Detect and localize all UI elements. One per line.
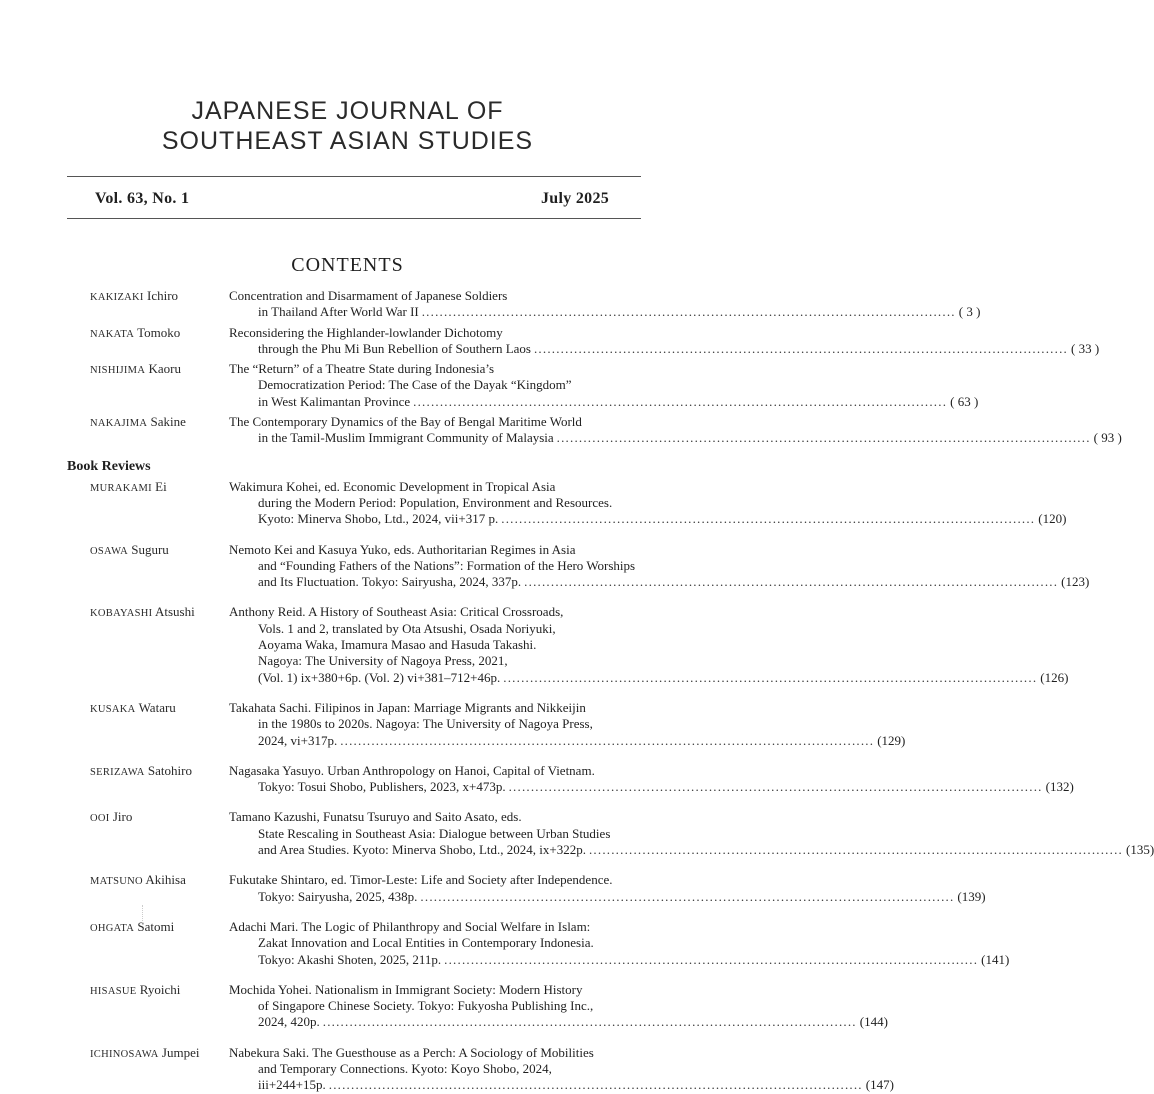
dot-leader: ........................................................................................................................ <box>556 430 1091 446</box>
entry-title <box>229 699 906 749</box>
entry-title-line: iii+244+15p. <box>258 1077 326 1093</box>
author-given-name: Tomoko <box>137 324 181 340</box>
author-family-name: OSAWA <box>90 545 128 557</box>
entry-title-line: and Temporary Connections. Kyoto: Koyo Shobo, 2024, <box>258 1060 552 1076</box>
book-review-entry <box>0 604 1069 685</box>
entry-title-line: Tokyo: Sairyusha, 2025, 438p. <box>258 888 418 904</box>
dot-leader: ........................................................................................................................ <box>533 340 1068 356</box>
entry-title <box>229 604 1069 685</box>
page-number: (135) <box>1125 842 1154 858</box>
book-review-entry <box>0 541 1090 591</box>
entry-author <box>90 982 180 1000</box>
author-family-name: HISASUE <box>90 985 137 997</box>
dot-leader: ........................................................................................................................ <box>420 888 955 904</box>
entry-title-line: Nabekura Saki. The Guesthouse as a Perch: A Sociology of Mobilities <box>229 1044 594 1060</box>
entry-title-line: in the Tamil-Muslim Immigrant Community of Malaysia <box>258 430 554 446</box>
page-number: ( 3 ) <box>958 304 981 320</box>
book-review-entry <box>0 762 1074 796</box>
entry-title-line: The “Return” of a Theatre State during Indonesia’s <box>229 361 495 377</box>
dot-leader: ........................................................................................................................ <box>501 511 1036 527</box>
entry-title-line: Aoyama Waka, Imamura Masao and Hasuda Takashi. <box>258 637 537 653</box>
book-review-entry <box>0 918 1010 968</box>
entry-author <box>90 809 132 827</box>
book-reviews-list <box>0 478 1154 1094</box>
entry-title <box>229 762 1074 796</box>
article-entry <box>0 324 1100 358</box>
entry-title-line: Anthony Reid. A History of Southeast Asia: Critical Crossroads, <box>229 604 564 620</box>
author-family-name: MATSUNO <box>90 876 143 888</box>
entry-title-line: Mochida Yohei. Nationalism in Immigrant Society: Modern History <box>229 981 583 997</box>
entry-title-line: Tokyo: Tosui Shobo, Publishers, 2023, x+473p. <box>258 779 506 795</box>
page-number: (126) <box>1040 669 1069 685</box>
author-family-name: MURAKAMI <box>90 482 152 494</box>
book-review-entry <box>0 872 986 905</box>
entry-title <box>229 324 1100 358</box>
entry-title-line: and Its Fluctuation. Tokyo: Sairyusha, 2024, 337p. <box>258 574 522 590</box>
author-family-name: KUSAKA <box>90 703 136 715</box>
article-entry <box>0 414 1122 447</box>
author-given-name: Suguru <box>131 541 169 557</box>
entry-title-line: Concentration and Disarmament of Japanese Soldiers <box>229 288 508 303</box>
author-given-name: Satohiro <box>147 762 192 778</box>
articles-list <box>0 288 1122 451</box>
entry-title-line: Zakat Innovation and Local Entities in Contemporary Indonesia. <box>258 935 594 951</box>
entry-author <box>90 700 176 718</box>
entry-title <box>229 1044 894 1094</box>
page-number: (129) <box>877 732 906 748</box>
dot-leader: ........................................................................................................................ <box>503 669 1038 685</box>
article-entry <box>0 288 981 321</box>
entry-title-line: in West Kalimantan Province <box>258 393 411 409</box>
dot-leader: ........................................................................................................................ <box>524 574 1059 590</box>
entry-title-line: Nagasaka Yasuyo. Urban Anthropology on Hanoi, Capital of Vietnam. <box>229 762 595 778</box>
author-family-name: OOI <box>90 813 110 825</box>
journal-title <box>0 96 695 156</box>
entry-title-line: 2024, 420p. <box>258 1014 320 1030</box>
entry-title <box>229 541 1090 591</box>
page-number: (139) <box>957 888 986 904</box>
author-family-name: OHGATA <box>90 922 135 934</box>
dot-leader: ........................................................................................................................ <box>413 393 948 409</box>
entry-author <box>90 919 174 937</box>
author-family-name: KOBAYASHI <box>90 608 153 620</box>
entry-author <box>90 872 186 890</box>
entry-author <box>90 1045 199 1063</box>
book-review-entry <box>0 981 888 1031</box>
author-given-name: Akihisa <box>145 872 186 888</box>
entry-title <box>229 809 1154 858</box>
book-reviews-heading: Book Reviews <box>67 458 151 474</box>
entry-author <box>90 542 169 560</box>
book-review-entry <box>0 1044 894 1094</box>
entry-title-line: Tokyo: Akashi Shoten, 2025, 211p. <box>258 951 442 967</box>
entry-title-line: Wakimura Kohei, ed. Economic Development in Tropical Asia <box>229 478 556 494</box>
page-number: ( 33 ) <box>1070 340 1100 356</box>
article-entry <box>0 361 979 410</box>
entry-title-line: Takahata Sachi. Filipinos in Japan: Marriage Migrants and Nikkeijin <box>229 699 586 715</box>
entry-title-line: during the Modern Period: Population, Environment and Resources. <box>258 494 613 510</box>
author-family-name: ICHINOSAWA <box>90 1048 159 1060</box>
page-number: (147) <box>865 1077 894 1093</box>
page-number: (123) <box>1061 574 1090 590</box>
volume-number: Vol. 63, No. 1 <box>95 190 190 207</box>
book-review-entry <box>0 809 1154 858</box>
author-family-name: NAKATA <box>90 328 135 340</box>
author-given-name: Ichiro <box>146 288 179 303</box>
author-given-name: Kaoru <box>148 361 181 377</box>
entry-title-line: and Area Studies. Kyoto: Minerva Shobo, Ltd., 2024, ix+322p. <box>258 842 586 858</box>
entry-title-line: (Vol. 1) ix+380+6p. (Vol. 2) vi+381–712+46p. <box>258 669 501 685</box>
author-family-name: SERIZAWA <box>90 766 145 778</box>
entry-author <box>90 288 178 306</box>
entry-title <box>229 872 986 905</box>
dot-leader: ........................................................................................................................ <box>328 1077 863 1093</box>
entry-title-line: of Singapore Chinese Society. Tokyo: Fukyosha Publishing Inc., <box>258 998 594 1014</box>
book-review-entry <box>0 478 1067 528</box>
dot-leader: ........................................................................................................................ <box>444 951 979 967</box>
dot-leader: ........................................................................................................................ <box>588 842 1123 858</box>
entry-title-line: Adachi Mari. The Logic of Philanthropy and Social Welfare in Islam: <box>229 918 591 934</box>
paper-speck <box>142 905 144 925</box>
entry-title-line: Tamano Kazushi, Funatsu Tsuruyo and Saito Asato, eds. <box>229 809 522 825</box>
page-number: (120) <box>1038 511 1067 527</box>
entry-title-line: in the 1980s to 2020s. Nagoya: The University of Nagoya Press, <box>258 716 593 732</box>
page-number: (141) <box>981 951 1010 967</box>
contents-heading: CONTENTS <box>291 254 404 276</box>
entry-author <box>90 479 167 497</box>
entry-title-line: Fukutake Shintaro, ed. Timor-Leste: Life and Society after Independence. <box>229 872 613 888</box>
entry-title-line: State Rescaling in Southeast Asia: Dialogue between Urban Studies <box>258 825 611 841</box>
entry-title <box>229 288 981 321</box>
entry-author <box>90 414 186 432</box>
header-rule-top <box>67 176 641 177</box>
author-family-name: NAKAJIMA <box>90 418 148 430</box>
table-of-contents <box>0 288 1154 1094</box>
entry-author <box>90 604 195 622</box>
entry-title <box>229 918 1010 968</box>
author-given-name: Ryoichi <box>139 981 181 997</box>
journal-title-line-2: SOUTHEAST ASIAN STUDIES <box>161 127 534 155</box>
journal-title-line-1: JAPANESE JOURNAL OF <box>191 97 504 125</box>
page-number: ( 63 ) <box>950 393 979 409</box>
entry-title-line: The Contemporary Dynamics of the Bay of Bengal Maritime World <box>229 414 582 430</box>
author-family-name: KAKIZAKI <box>90 292 144 303</box>
author-given-name: Jiro <box>112 809 133 825</box>
entry-author <box>90 361 181 379</box>
author-given-name: Jumpei <box>161 1044 200 1060</box>
entry-title-line: and “Founding Fathers of the Nations”: Formation of the Hero Worships <box>258 557 636 573</box>
entry-title-line: 2024, vi+317p. <box>258 732 338 748</box>
dot-leader: ........................................................................................................................ <box>508 779 1043 795</box>
page-number: (144) <box>859 1014 888 1030</box>
book-review-entry <box>0 699 906 749</box>
dot-leader: ........................................................................................................................ <box>322 1014 857 1030</box>
entry-author <box>90 763 192 781</box>
header-rule-bottom <box>67 218 641 219</box>
entry-title <box>229 414 1122 447</box>
entry-title-line: Democratization Period: The Case of the Dayak “Kingdom” <box>258 377 572 393</box>
author-given-name: Ei <box>155 478 167 494</box>
dot-leader: ........................................................................................................................ <box>421 304 956 320</box>
entry-title-line: in Thailand After World War II <box>258 304 419 320</box>
author-given-name: Atsushi <box>154 604 195 620</box>
entry-author <box>90 325 180 343</box>
author-given-name: Satomi <box>137 918 175 934</box>
issue-date: July 2025 <box>541 190 610 207</box>
entry-title-line: Reconsidering the Highlander-lowlander Dichotomy <box>229 324 503 340</box>
page-number: ( 93 ) <box>1093 430 1122 446</box>
entry-title-line: through the Phu Mi Bun Rebellion of Southern Laos <box>258 340 531 356</box>
entry-title-line: Vols. 1 and 2, translated by Ota Atsushi, Osada Noriyuki, <box>258 620 556 636</box>
author-given-name: Sakine <box>150 414 186 430</box>
entry-title-line: Nemoto Kei and Kasuya Yuko, eds. Authoritarian Regimes in Asia <box>229 541 576 557</box>
entry-title <box>229 361 979 410</box>
page-number: (132) <box>1045 779 1074 795</box>
entry-title <box>229 981 888 1031</box>
entry-title-line: Kyoto: Minerva Shobo, Ltd., 2024, vii+317 p. <box>258 511 499 527</box>
author-given-name: Wataru <box>138 699 176 715</box>
entry-title <box>229 478 1067 528</box>
dot-leader: ........................................................................................................................ <box>340 732 875 748</box>
entry-title-line: Nagoya: The University of Nagoya Press, 2021, <box>258 653 508 669</box>
author-family-name: NISHIJIMA <box>90 365 146 377</box>
